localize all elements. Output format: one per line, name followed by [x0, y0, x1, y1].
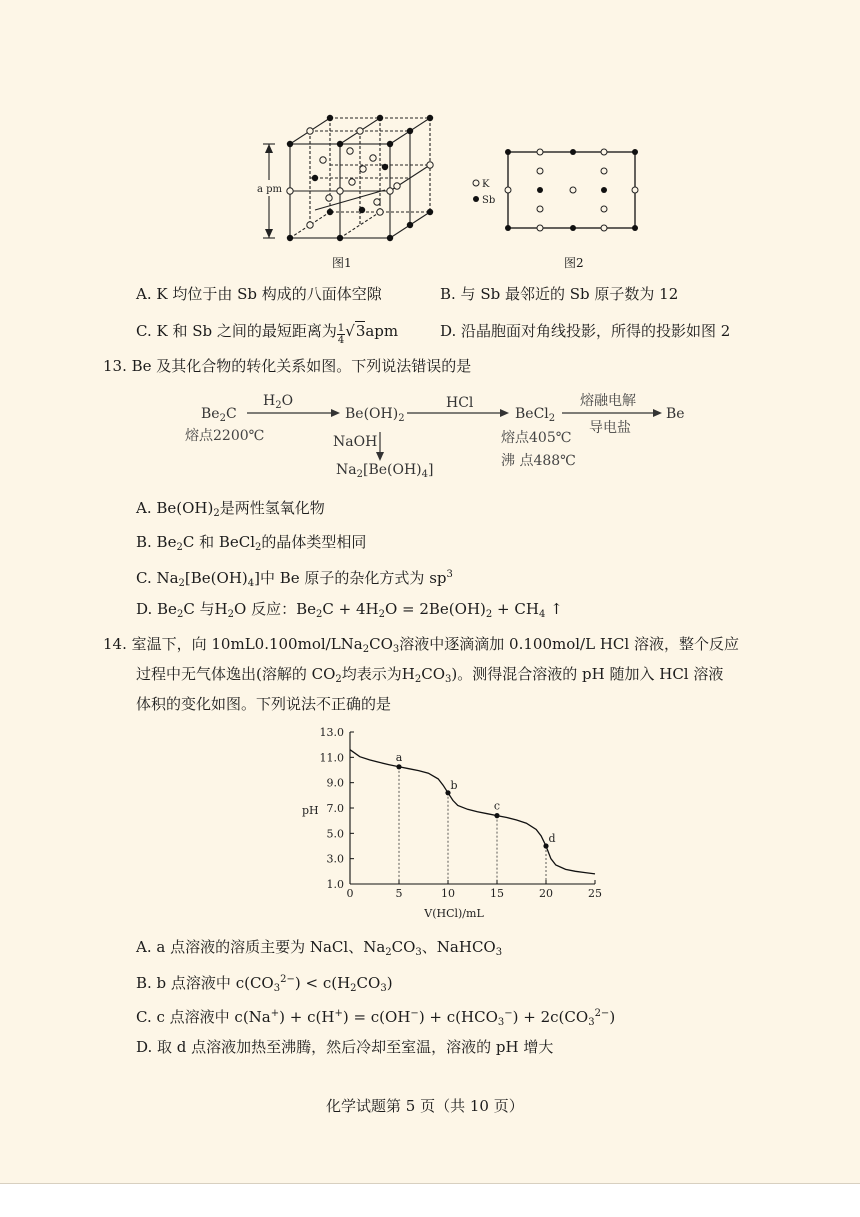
condition-salt: 导电盐 — [589, 420, 631, 436]
y-tick-label: 3.0 — [326, 852, 344, 866]
mp-becl2: 熔点405℃ — [501, 430, 572, 446]
page-edge — [0, 1183, 860, 1184]
fraction-numerator: 1 — [337, 323, 345, 334]
mp-be2c: 熔点2200℃ — [185, 428, 265, 444]
x-tick-label: 0 — [346, 887, 354, 900]
point-label-d: d — [548, 832, 556, 845]
y-tick-label: 11.0 — [319, 751, 344, 765]
point-a — [396, 764, 401, 769]
q14-option-b: B. b 点溶液中 $c(CO_3^{2-}) < c(H_2CO_3)$ — [136, 974, 393, 994]
reagent-hcl: HCl — [446, 395, 474, 411]
page-footer: 化学试题第 5 页（共 10 页） — [326, 1097, 524, 1115]
ph-curve — [350, 750, 595, 874]
q13-option-a: A. $Be(OH)_2$是两性氢氧化物 — [136, 499, 325, 519]
x-axis-label: V(HCl)/mL — [424, 907, 484, 920]
point-label-c: c — [493, 799, 501, 813]
q13-option-d: D. $Be_2C$ 与$H_2O$ 反应：$Be_2C + 4H_2O = 2Be(OH)_2 + CH_4$ ↑ — [136, 600, 563, 620]
product-be: Be — [666, 406, 685, 422]
point-c — [494, 813, 499, 818]
figure-2-caption: 图2 — [564, 256, 584, 270]
reagent-naoh: NaOH — [333, 434, 378, 450]
y-tick-label: 1.0 — [326, 878, 344, 891]
y-tick-label: 13.0 — [319, 726, 344, 739]
figure-1-caption: 图1 — [332, 256, 352, 270]
q13-stem: 13. Be 及其化合物的转化关系如图。下列说法错误的是 — [103, 357, 472, 375]
q12-option-b: B. 与 Sb 最邻近的 Sb 原子数为 12 — [440, 285, 679, 303]
radicand: 3 — [355, 322, 366, 340]
legend-sb-label: Sb — [482, 195, 496, 206]
compound-na2beoh4: $Na_2[Be(OH)_4]$ — [336, 462, 434, 480]
figure-1-dimension-label: a pm — [257, 184, 283, 195]
q14-option-c: C. c 点溶液中 $c(Na^+) + c(H^+) = c(OH^-) + c(HCO_3^-) + 2c(CO_3^{2-})$ — [136, 1008, 616, 1028]
q12-option-c-text: C. K 和 Sb 之间的最短距离为 — [136, 322, 337, 340]
q14-option-a: A. a 点溶液的溶质主要为 NaCl、$Na_2CO_3$、NaHCO$_3$ — [136, 938, 503, 958]
compound-be2c: $Be_2C$ — [201, 406, 237, 424]
x-tick-label: 15 — [490, 887, 504, 900]
x-tick-label: 20 — [539, 887, 553, 900]
point-label-a: a — [395, 750, 403, 764]
y-tick-label: 7.0 — [326, 802, 344, 815]
distance-unit: apm — [365, 322, 399, 340]
reagent-h2o: $H_2O$ — [263, 393, 294, 411]
root-sign: √ — [345, 322, 355, 340]
fraction-denominator: 4 — [337, 335, 345, 346]
q14-option-d: D. 取 d 点溶液加热至沸腾，然后冷却至室温，溶液的 pH 增大 — [136, 1038, 554, 1056]
compound-beoh2: $Be(OH)_2$ — [345, 406, 405, 424]
q13-option-b: B. $Be_2C$ 和 BeCl$_2$的晶体类型相同 — [136, 533, 367, 553]
q14-stem-line-2: 过程中无气体逸出(溶解的 $CO_2$均表示为$H_2CO_3$)。测得混合溶液的 pH 随加入 HCl 溶液 — [136, 665, 724, 685]
q13-option-c: C. $Na_2[Be(OH)_4]$中 Be 原子的杂化方式为 $sp^3$ — [136, 569, 453, 589]
x-tick-label: 25 — [588, 887, 602, 900]
compound-becl2: BeCl$_2$ — [515, 406, 556, 424]
legend-k-label: K — [482, 179, 490, 190]
x-tick-label: 10 — [441, 887, 455, 900]
x-tick-label: 5 — [395, 887, 403, 900]
q12-option-d: D. 沿晶胞面对角线投影，所得的投影如图 2 — [440, 322, 731, 340]
condition-electrolysis: 熔融电解 — [580, 393, 636, 409]
y-axis-label: pH — [302, 804, 319, 817]
ph-titration-chart — [290, 724, 610, 924]
bp-becl2: 沸 点488℃ — [501, 453, 576, 469]
q14-stem-line-1: 14. 室温下，向 $10mL0.100mol/LNa_2CO_3$溶液中逐滴滴加 0.100mol/L HCl 溶液，整个反应 — [103, 635, 739, 655]
y-tick-label: 5.0 — [326, 827, 344, 841]
point-label-b: b — [450, 778, 458, 792]
y-tick-label: 9.0 — [326, 776, 344, 790]
scheme-arrows — [0, 0, 860, 500]
q12-option-a: A. K 均位于由 Sb 构成的八面体空隙 — [136, 285, 382, 303]
q14-stem-line-3: 体积的变化如图。下列说法不正确的是 — [136, 695, 392, 713]
